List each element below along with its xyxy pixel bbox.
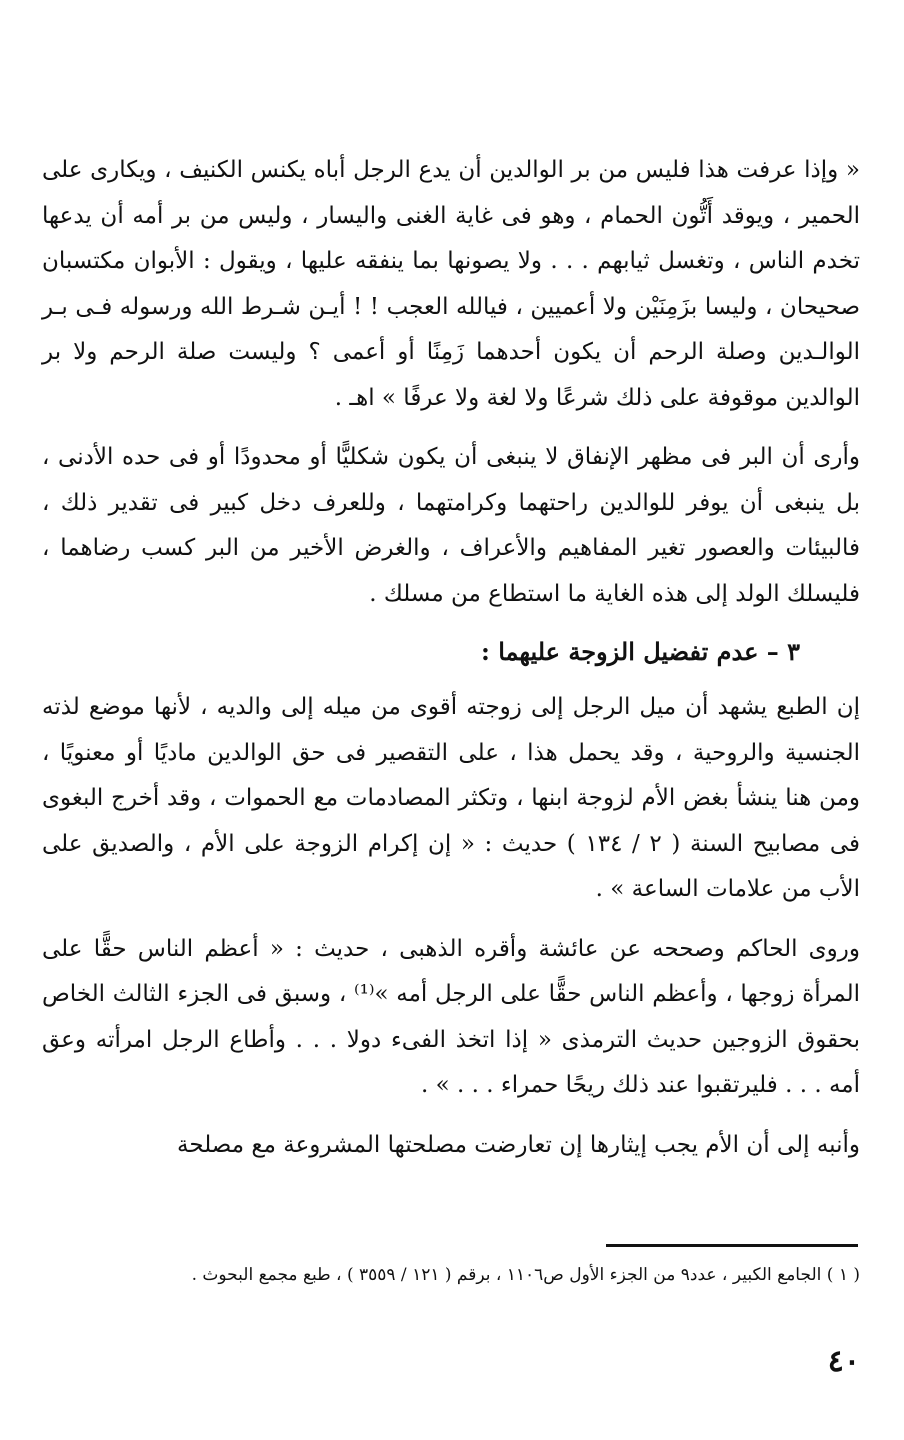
- page-body: [42, 140, 860, 1182]
- page-number: ٤٠: [827, 1344, 860, 1379]
- body-paragraph: وأنبه إلى أن الأم يجب إيثارها إن تعارضت مصلحتها المشروعة مع مصلحة: [177, 1131, 860, 1158]
- footnote: ( ١ ) الجامع الكبير ، عدد٩ من الجزء الأول ص١١٠٦ ، برقم ( ١٢١ / ٣٥٥٩ ) ، طبع مجمع البحوث .: [191, 1265, 860, 1285]
- body-paragraph: إن الطبع يشهد أن ميل الرجل إلى زوجته أقوى من ميله إلى والديه ، لأنها موضع لذته الجنسية والروحية ، وقد يحمل هذا ، على التقصير فى حق الوالدين ماديًا أو معنويًا ، ومن هنا ينشأ بغض الأم لزوجة ابنها ، وتكثر المصادمات مع الحموات ، وقد أخرج البغوى فى مصابيح السنة ( ٢ / ١٣٤ ) حديث : « إن إكرام الزوجة على الأم ، والصديق على الأب من علامات الساعة » .: [42, 694, 860, 902]
- body-paragraph: وأرى أن البر فى مظهر الإنفاق لا ينبغى أن يكون شكليًّا أو محدودًا أو فى حده الأدنى ، بل ينبغى أن يوفر للوالدين راحتهما وكرامتهما ، وللعرف دخل كبير فى تقدير ذلك ، فالبيئات والعصور تغير المفاهيم والأعراف ، والغرض الأخير من البر كسب رضاهما ، فليسلك الولد إلى هذه الغاية ما استطاع من مسلك .: [42, 444, 860, 607]
- body-paragraph: « وإذا عرفت هذا فليس من بر الوالدين أن يدع الرجل أباه يكنس الكنيف ، ويكارى على الحمير ، ويوقد أَتُّون الحمام ، وهو فى غاية الغنى واليسار ، وليس من بر أمه أن يدعها تخدم الناس ، وتغسل ثيابهم . . . ولا يصونها بما ينفقه عليها ، ويقول : الأبوان مكتسبان صحيحان ، وليسا بزَمِنَيْن ولا أعميين ، فيالله العجب ! ! أيـن شـرط الله ورسوله فـى بـر الوالـدين وصلة الرحم أن يكون أحدهما زَمِنًا أو أعمى ؟ وليست صلة الرحم ولا بر الوالدين موقوفة على ذلك شرعًا ولا لغة ولا عرفًا » اهـ .: [42, 157, 860, 411]
- section-heading: ٣ – عدم تفضيل الزوجة عليهما :: [481, 637, 800, 666]
- body-paragraph: وروى الحاكم وصححه عن عائشة وأقره الذهبى ، حديث : « أعظم الناس حقًّا على المرأة زوجها ، وأعظم الناس حقًّا على الرجل أمه »⁽¹⁾ ، وسبق فى الجزء الثالث الخاص بحقوق الزوجين حديث الترمذى « إذا اتخذ الفىء دولا . . . وأطاع الرجل امرأته وعق أمه . . . فليرتقبوا عند ذلك ريحًا حمراء . . . » .: [42, 935, 860, 1098]
- footnote-divider: [606, 1244, 858, 1247]
